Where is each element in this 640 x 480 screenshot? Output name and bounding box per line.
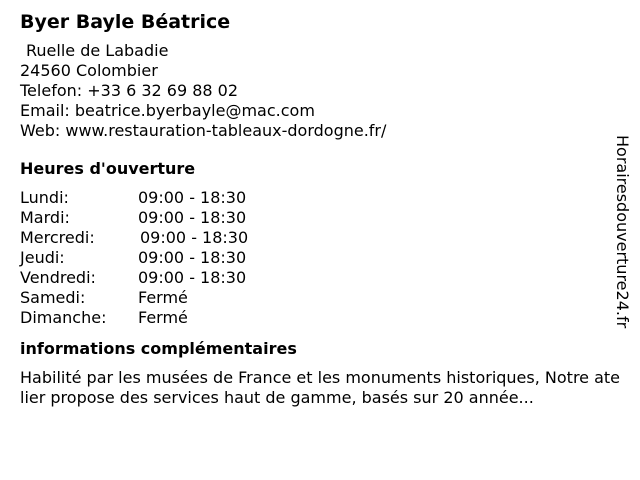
business-name: Byer Bayle Béatrice	[20, 11, 231, 33]
postal-city: 24560 Colombier	[20, 61, 158, 80]
day-hours: 09:00 - 18:30	[138, 188, 247, 207]
day-hours: 09:00 - 18:30	[138, 208, 247, 227]
hours-row	[20, 188, 620, 208]
day-label: Samedi:	[20, 288, 86, 307]
day-hours: Fermé	[138, 308, 188, 327]
day-label: Vendredi:	[20, 268, 96, 287]
business-card	[20, 10, 620, 408]
hours-row	[20, 268, 620, 288]
day-label: Dimanche:	[20, 308, 107, 327]
hours-row	[20, 288, 620, 308]
day-label: Jeudi:	[20, 248, 65, 267]
day-hours: 09:00 - 18:30	[138, 268, 247, 287]
day-label: Lundi:	[20, 188, 69, 207]
hours-heading: Heures d'ouverture	[20, 159, 196, 178]
day-hours: 09:00 - 18:30	[138, 248, 247, 267]
info-description: Habilité par les musées de France et les monuments historiques, Notre atelier propose des services haut de gamme, basés sur 20 année...	[20, 368, 621, 407]
hours-row	[20, 248, 620, 268]
hours-row	[20, 228, 620, 248]
day-label: Mardi:	[20, 208, 70, 227]
hours-row	[20, 208, 620, 228]
site-watermark: Horairesdouverture24.fr	[613, 135, 632, 329]
day-hours: 09:00 - 18:30	[140, 228, 249, 247]
email-line[interactable]: Email: beatrice.byerbayle@mac.com	[20, 101, 315, 120]
day-hours: Fermé	[138, 288, 188, 307]
day-label: Mercredi:	[20, 228, 95, 247]
street-address: Ruelle de Labadie	[26, 41, 169, 60]
hours-row	[20, 308, 620, 328]
phone-line[interactable]: Telefon: +33 6 32 69 88 02	[20, 81, 239, 100]
website-line[interactable]: Web: www.restauration-tableaux-dordogne.fr/	[20, 121, 387, 140]
info-heading: informations complémentaires	[20, 339, 297, 358]
